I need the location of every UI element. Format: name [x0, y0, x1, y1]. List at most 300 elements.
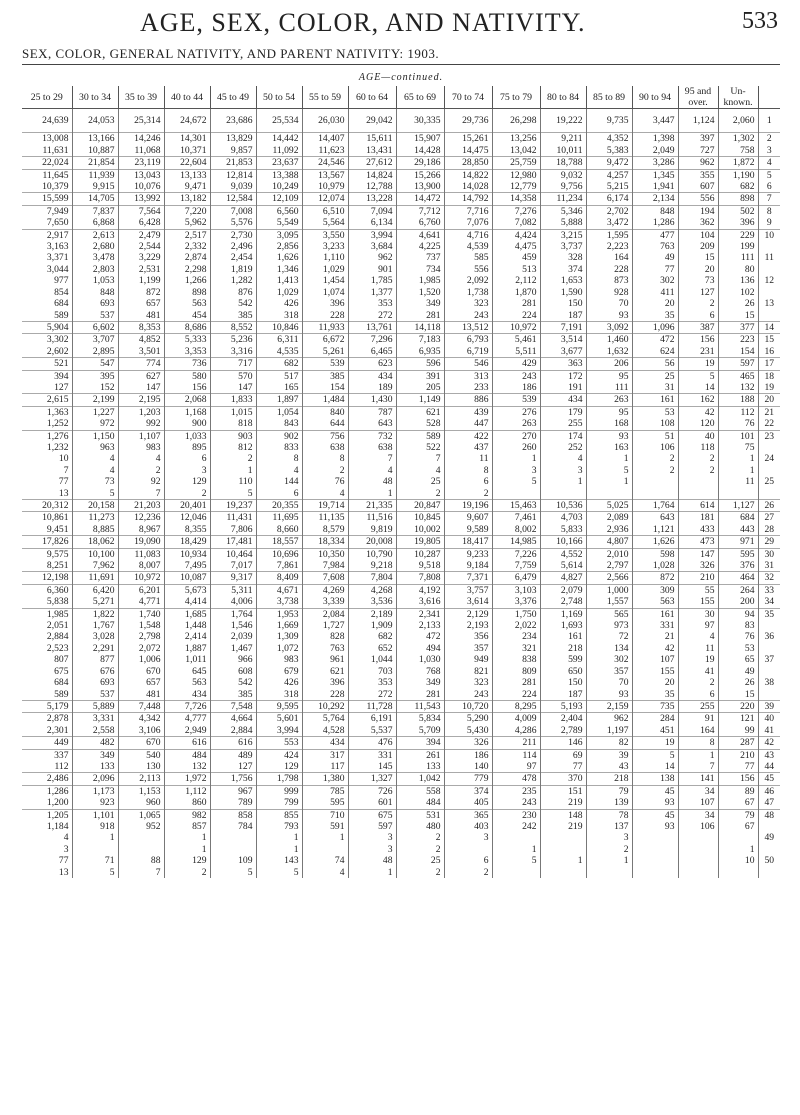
table-cell: 6	[256, 488, 302, 500]
table-cell: 1	[72, 832, 118, 843]
table-cell: 181	[678, 512, 718, 524]
table-cell: 1,941	[632, 181, 678, 193]
table-cell: 14	[678, 382, 718, 394]
column-header: Un-known.	[718, 86, 758, 109]
column-header: 95 and over.	[678, 86, 718, 109]
table-cell: 25,759	[492, 157, 540, 169]
table-cell: 1,282	[210, 275, 256, 286]
table-cell: 6	[164, 453, 210, 464]
table-cell: 1,740	[118, 608, 164, 620]
age-caption: AGE—continued.	[358, 72, 444, 83]
table-cell: 973	[586, 620, 632, 631]
table-cell: 482	[72, 737, 118, 749]
table-cell: 272	[348, 310, 396, 322]
table-cell: 3	[348, 844, 396, 855]
table-cell: 67	[718, 821, 758, 832]
table-cell: 260	[492, 442, 540, 453]
table-cell: 5,333	[164, 334, 210, 346]
table-row	[22, 252, 780, 263]
table-cell: 270	[492, 430, 540, 442]
table-cell: 828	[302, 631, 348, 642]
table-cell: 7,716	[444, 205, 492, 217]
table-cell: 895	[164, 442, 210, 453]
table-cell: 35	[632, 310, 678, 322]
table-cell: 323	[444, 677, 492, 688]
table-row	[22, 524, 780, 536]
table-cell: 355	[678, 169, 718, 181]
table-cell: 949	[444, 654, 492, 665]
table-cell: 5	[210, 867, 256, 878]
table-cell: 5,673	[164, 584, 210, 596]
table-cell: 2,486	[22, 773, 72, 785]
table-cell: 6,420	[72, 584, 118, 596]
table-cell: 838	[492, 654, 540, 665]
table-cell: 7,962	[72, 560, 118, 572]
table-cell: 281	[492, 298, 540, 309]
table-cell: 3,707	[72, 334, 118, 346]
table-cell: 1,227	[72, 406, 118, 418]
table-cell: 4	[302, 867, 348, 878]
table-cell: 134	[586, 643, 632, 654]
line-number: 20	[758, 394, 780, 406]
table-cell: 1	[586, 453, 632, 464]
table-cell: 756	[302, 430, 348, 442]
table-cell: 2,895	[72, 346, 118, 358]
table-cell: 473	[678, 536, 718, 548]
table-cell: 3,677	[540, 346, 586, 358]
table-cell: 580	[164, 370, 210, 382]
table-row	[22, 620, 780, 631]
table-cell: 2	[444, 867, 492, 878]
table-cell: 73	[72, 476, 118, 487]
table-cell: 243	[444, 689, 492, 701]
table-cell: 3,215	[540, 229, 586, 241]
table-cell: 10	[718, 855, 758, 866]
table-cell: 903	[210, 430, 256, 442]
table-cell: 9,218	[348, 560, 396, 572]
table-cell: 1,107	[118, 430, 164, 442]
table-cell: 454	[164, 310, 210, 322]
table-cell: 21,203	[118, 500, 164, 512]
table-cell: 10,972	[492, 321, 540, 333]
table-cell: 6,760	[396, 217, 444, 229]
table-cell: 517	[256, 370, 302, 382]
table-cell: 3,501	[118, 346, 164, 358]
table-cell: 109	[210, 855, 256, 866]
table-cell: 1,184	[46, 820, 69, 832]
table-cell: 2,414	[164, 631, 210, 642]
table-cell	[492, 832, 540, 843]
table-cell: 82	[586, 737, 632, 749]
table-row	[22, 181, 780, 193]
table-cell: 10,287	[396, 548, 444, 560]
table-cell: 10,292	[302, 700, 348, 712]
table-cell: 363	[540, 358, 586, 370]
table-cell: 13,829	[210, 133, 256, 145]
table-cell: 243	[492, 370, 540, 382]
table-cell: 1,072	[256, 643, 302, 654]
table-row	[22, 700, 780, 712]
table-cell: 48	[348, 476, 396, 487]
table-row	[22, 169, 780, 181]
table-cell: 1,276	[22, 430, 72, 442]
table-cell: 676	[72, 666, 118, 677]
table-cell: 19	[678, 654, 718, 665]
table-cell: 768	[396, 666, 444, 677]
table-cell: 437	[444, 442, 492, 453]
table-row	[22, 867, 780, 878]
table-cell: 1,149	[396, 394, 444, 406]
table-cell: 30	[678, 608, 718, 620]
table-cell: 25,314	[118, 115, 164, 126]
table-cell: 395	[72, 370, 118, 382]
table-cell: 638	[302, 442, 348, 453]
table-cell: 7,276	[492, 205, 540, 217]
table-cell: 1,909	[348, 620, 396, 631]
table-cell: 4,225	[396, 241, 444, 252]
table-row	[22, 442, 780, 453]
table-cell: 43	[586, 761, 632, 773]
table-cell: 734	[396, 264, 444, 275]
table-cell	[718, 832, 758, 843]
table-cell: 405	[444, 797, 492, 809]
table-cell: 465	[718, 370, 758, 382]
table-cell: 1,985	[396, 275, 444, 286]
table-cell: 7,296	[348, 334, 396, 346]
table-cell: 51	[632, 430, 678, 442]
table-cell: 8,251	[46, 560, 69, 572]
table-cell: 4,664	[210, 713, 256, 725]
table-cell: 76	[302, 476, 348, 487]
column-header: 70 to 74	[444, 86, 492, 109]
table-cell: 923	[72, 797, 118, 809]
table-cell: 2	[302, 465, 348, 476]
table-cell: 154	[718, 346, 758, 358]
table-cell: 2,523	[46, 642, 69, 654]
table-cell: 4	[72, 453, 118, 464]
table-cell: 156	[164, 382, 210, 394]
table-cell: 821	[444, 666, 492, 677]
table-cell: 4,641	[396, 229, 444, 241]
table-cell: 14,822	[444, 169, 492, 181]
table-cell: 5,511	[492, 346, 540, 358]
table-cell: 1,054	[256, 406, 302, 418]
table-cell: 589	[54, 309, 69, 321]
table-cell: 5,833	[540, 524, 586, 536]
table-row	[22, 298, 780, 309]
table-cell: 8,295	[492, 700, 540, 712]
table-cell: 10,536	[540, 500, 586, 512]
table-cell: 1,286	[22, 785, 72, 797]
table-cell: 1,302	[718, 133, 758, 145]
table-cell: 230	[492, 809, 540, 821]
table-cell: 1,546	[210, 620, 256, 631]
table-cell: 3,353	[164, 346, 210, 358]
table-cell: 155	[632, 666, 678, 677]
table-row	[22, 608, 780, 620]
table-cell: 1	[718, 465, 758, 476]
table-cell: 7,082	[492, 217, 540, 229]
table-cell: 7,076	[444, 217, 492, 229]
column-header: 80 to 84	[540, 86, 586, 109]
table-cell: 563	[164, 298, 210, 309]
table-cell: 6	[444, 855, 492, 866]
table-cell: 7,726	[164, 700, 210, 712]
table-cell: 3,163	[46, 241, 69, 253]
line-number: 42	[758, 737, 780, 749]
table-cell: 2,566	[586, 572, 632, 584]
table-cell: 152	[72, 382, 118, 394]
table-cell: 872	[632, 572, 678, 584]
table-cell: 2,613	[72, 229, 118, 241]
table-cell: 79	[586, 785, 632, 797]
table-cell: 5,888	[540, 217, 586, 229]
table-cell: 143	[256, 855, 302, 866]
table-cell: 99	[718, 725, 758, 737]
table-cell: 774	[118, 358, 164, 370]
table-cell: 6,935	[396, 346, 444, 358]
table-cell: 902	[256, 430, 302, 442]
table-cell: 2	[678, 677, 718, 688]
table-cell: 6,201	[118, 584, 164, 596]
table-row	[22, 548, 780, 560]
table-cell: 110	[210, 476, 256, 487]
table-cell: 589	[54, 688, 69, 700]
table-cell: 621	[302, 666, 348, 677]
table-cell: 7,495	[164, 560, 210, 572]
table-cell: 20	[632, 677, 678, 688]
table-cell: 2,798	[118, 631, 164, 642]
table-cell: 8,409	[256, 572, 302, 584]
table-cell: 2,301	[46, 724, 69, 736]
table-cell: 3	[63, 843, 69, 855]
table-cell: 3,339	[302, 596, 348, 608]
table-cell: 1,029	[256, 287, 302, 298]
table-cell: 56	[632, 358, 678, 370]
table-cell: 5,962	[164, 217, 210, 229]
table-cell: 7,191	[540, 321, 586, 333]
table-cell: 219	[540, 821, 586, 832]
table-cell: 5,834	[396, 713, 444, 725]
table-cell: 5,838	[46, 596, 69, 608]
table-cell: 145	[348, 761, 396, 773]
table-cell: 155	[678, 596, 718, 608]
table-row	[22, 631, 780, 642]
table-cell: 2	[164, 488, 210, 500]
table-container	[22, 70, 780, 878]
table-cell: 2	[678, 465, 718, 476]
table-cell: 5	[210, 488, 256, 500]
column-header: 60 to 64	[348, 86, 396, 109]
table-cell: 5,601	[256, 713, 302, 725]
line-number: 47	[758, 797, 780, 809]
table-cell: 242	[492, 821, 540, 832]
column-header-row	[22, 86, 780, 109]
table-cell: 7,548	[210, 700, 256, 712]
table-row	[22, 725, 780, 737]
table-cell: 1,200	[46, 797, 69, 809]
table-cell: 1,798	[256, 773, 302, 785]
table-cell: 703	[348, 666, 396, 677]
table-cell: 459	[492, 252, 540, 263]
table-cell: 31	[632, 382, 678, 394]
page-number: 533	[742, 8, 778, 34]
table-cell: 127	[54, 381, 69, 393]
table-cell: 4,539	[444, 241, 492, 252]
table-cell: 12,198	[22, 572, 72, 584]
table-cell: 10,100	[72, 548, 118, 560]
table-cell: 4	[396, 465, 444, 476]
table-cell: 3,614	[444, 596, 492, 608]
table-cell: 2,517	[164, 229, 210, 241]
table-cell: 553	[256, 737, 302, 749]
table-cell: 27,612	[348, 157, 396, 169]
table-cell: 710	[302, 809, 348, 821]
table-cell: 12,980	[492, 169, 540, 181]
line-number: 33	[758, 584, 780, 596]
table-cell: 281	[492, 677, 540, 688]
table-cell: 139	[586, 797, 632, 809]
line-number: 6	[758, 181, 780, 193]
table-cell: 1	[586, 855, 632, 866]
table-cell: 10,379	[42, 181, 69, 193]
table-cell: 1,363	[22, 406, 72, 418]
table-cell: 4	[72, 465, 118, 476]
line-number: 4	[758, 157, 780, 169]
table-cell: 102	[718, 287, 758, 298]
table-cell	[118, 832, 164, 843]
table-cell: 670	[118, 666, 164, 677]
table-row	[22, 430, 780, 442]
table-cell: 682	[348, 631, 396, 642]
table-cell: 3	[540, 465, 586, 476]
table-cell: 833	[256, 442, 302, 453]
table-cell: 326	[678, 560, 718, 572]
table-cell: 147	[210, 382, 256, 394]
table-cell: 114	[492, 749, 540, 761]
table-cell: 120	[678, 418, 718, 430]
table-cell: 14,475	[444, 145, 492, 157]
table-row	[22, 713, 780, 725]
table-cell: 141	[678, 773, 718, 785]
table-cell: 3,106	[118, 725, 164, 737]
table-cell: 2,702	[586, 205, 632, 217]
table-cell: 8	[678, 737, 718, 749]
table-cell: 952	[118, 821, 164, 832]
table-cell: 1,190	[718, 169, 758, 181]
table-cell: 15,611	[348, 133, 396, 145]
table-cell: 570	[210, 370, 256, 382]
table-cell: 2,060	[718, 115, 758, 126]
table-cell: 186	[492, 382, 540, 394]
table-cell: 8,967	[118, 524, 164, 536]
table-cell: 1,065	[118, 809, 164, 821]
table-cell: 11	[678, 643, 718, 654]
table-cell: 6,719	[444, 346, 492, 358]
table-cell: 3	[444, 832, 492, 843]
table-cell: 187	[540, 310, 586, 322]
table-cell: 1	[492, 844, 540, 855]
table-cell: 276	[492, 406, 540, 418]
table-cell: 5	[492, 476, 540, 487]
table-cell: 377	[718, 321, 758, 333]
table-cell: 1,669	[256, 620, 302, 631]
table-cell: 224	[492, 310, 540, 322]
table-cell: 10,861	[22, 512, 72, 524]
table-cell: 983	[256, 654, 302, 665]
table-cell: 898	[718, 193, 758, 205]
table-cell: 10,011	[540, 145, 586, 157]
table-cell: 14,792	[444, 193, 492, 205]
table-cell: 983	[118, 442, 164, 453]
table-cell: 3,616	[396, 596, 444, 608]
table-cell: 233	[444, 382, 492, 394]
table-cell: 10,887	[72, 145, 118, 157]
table-cell: 11,234	[540, 193, 586, 205]
table-row	[22, 643, 780, 654]
table-cell: 108	[632, 418, 678, 430]
table-cell: 1,653	[540, 275, 586, 286]
table-cell: 1,006	[118, 654, 164, 665]
table-cell: 20,312	[22, 500, 72, 512]
table-cell: 1,626	[632, 536, 678, 548]
table-cell: 3,994	[348, 229, 396, 241]
table-cell: 484	[396, 797, 444, 809]
line-number	[758, 241, 780, 252]
table-cell: 2	[210, 453, 256, 464]
table-cell: 2,884	[210, 725, 256, 737]
table-cell: 34	[678, 785, 718, 797]
line-number: 45	[758, 773, 780, 785]
table-cell: 789	[210, 797, 256, 809]
table-cell: 14,824	[348, 169, 396, 181]
table-cell: 13,256	[492, 133, 540, 145]
table-cell: 962	[586, 713, 632, 725]
table-cell: 1,756	[210, 773, 256, 785]
table-row	[22, 217, 780, 229]
table-cell: 6,793	[444, 334, 492, 346]
table-cell: 5,430	[444, 725, 492, 737]
table-cell: 793	[256, 821, 302, 832]
table-cell: 218	[586, 773, 632, 785]
table-cell: 79	[718, 809, 758, 821]
table-cell: 434	[348, 370, 396, 382]
table-cell	[678, 867, 718, 878]
line-number	[758, 442, 780, 453]
table-cell: 5,261	[302, 346, 348, 358]
table-cell: 2,730	[210, 229, 256, 241]
table-cell: 15,599	[22, 193, 72, 205]
table-cell: 53	[632, 406, 678, 418]
table-cell: 443	[718, 524, 758, 536]
table-cell: 55	[678, 584, 718, 596]
table-cell: 2,223	[586, 241, 632, 252]
table-cell: 186	[444, 749, 492, 761]
table-cell: 1,030	[396, 654, 444, 665]
table-cell: 6,191	[348, 713, 396, 725]
table-cell: 23,637	[256, 157, 302, 169]
table-cell: 11	[444, 453, 492, 464]
line-number	[758, 666, 780, 677]
table-cell: 40	[678, 430, 718, 442]
line-number: 14	[758, 321, 780, 333]
table-cell: 1,286	[632, 217, 678, 229]
table-cell: 2,332	[164, 241, 210, 252]
table-cell: 3,331	[72, 713, 118, 725]
table-cell	[302, 844, 348, 855]
table-cell: 1,346	[256, 264, 302, 275]
table-cell: 1,632	[586, 346, 632, 358]
